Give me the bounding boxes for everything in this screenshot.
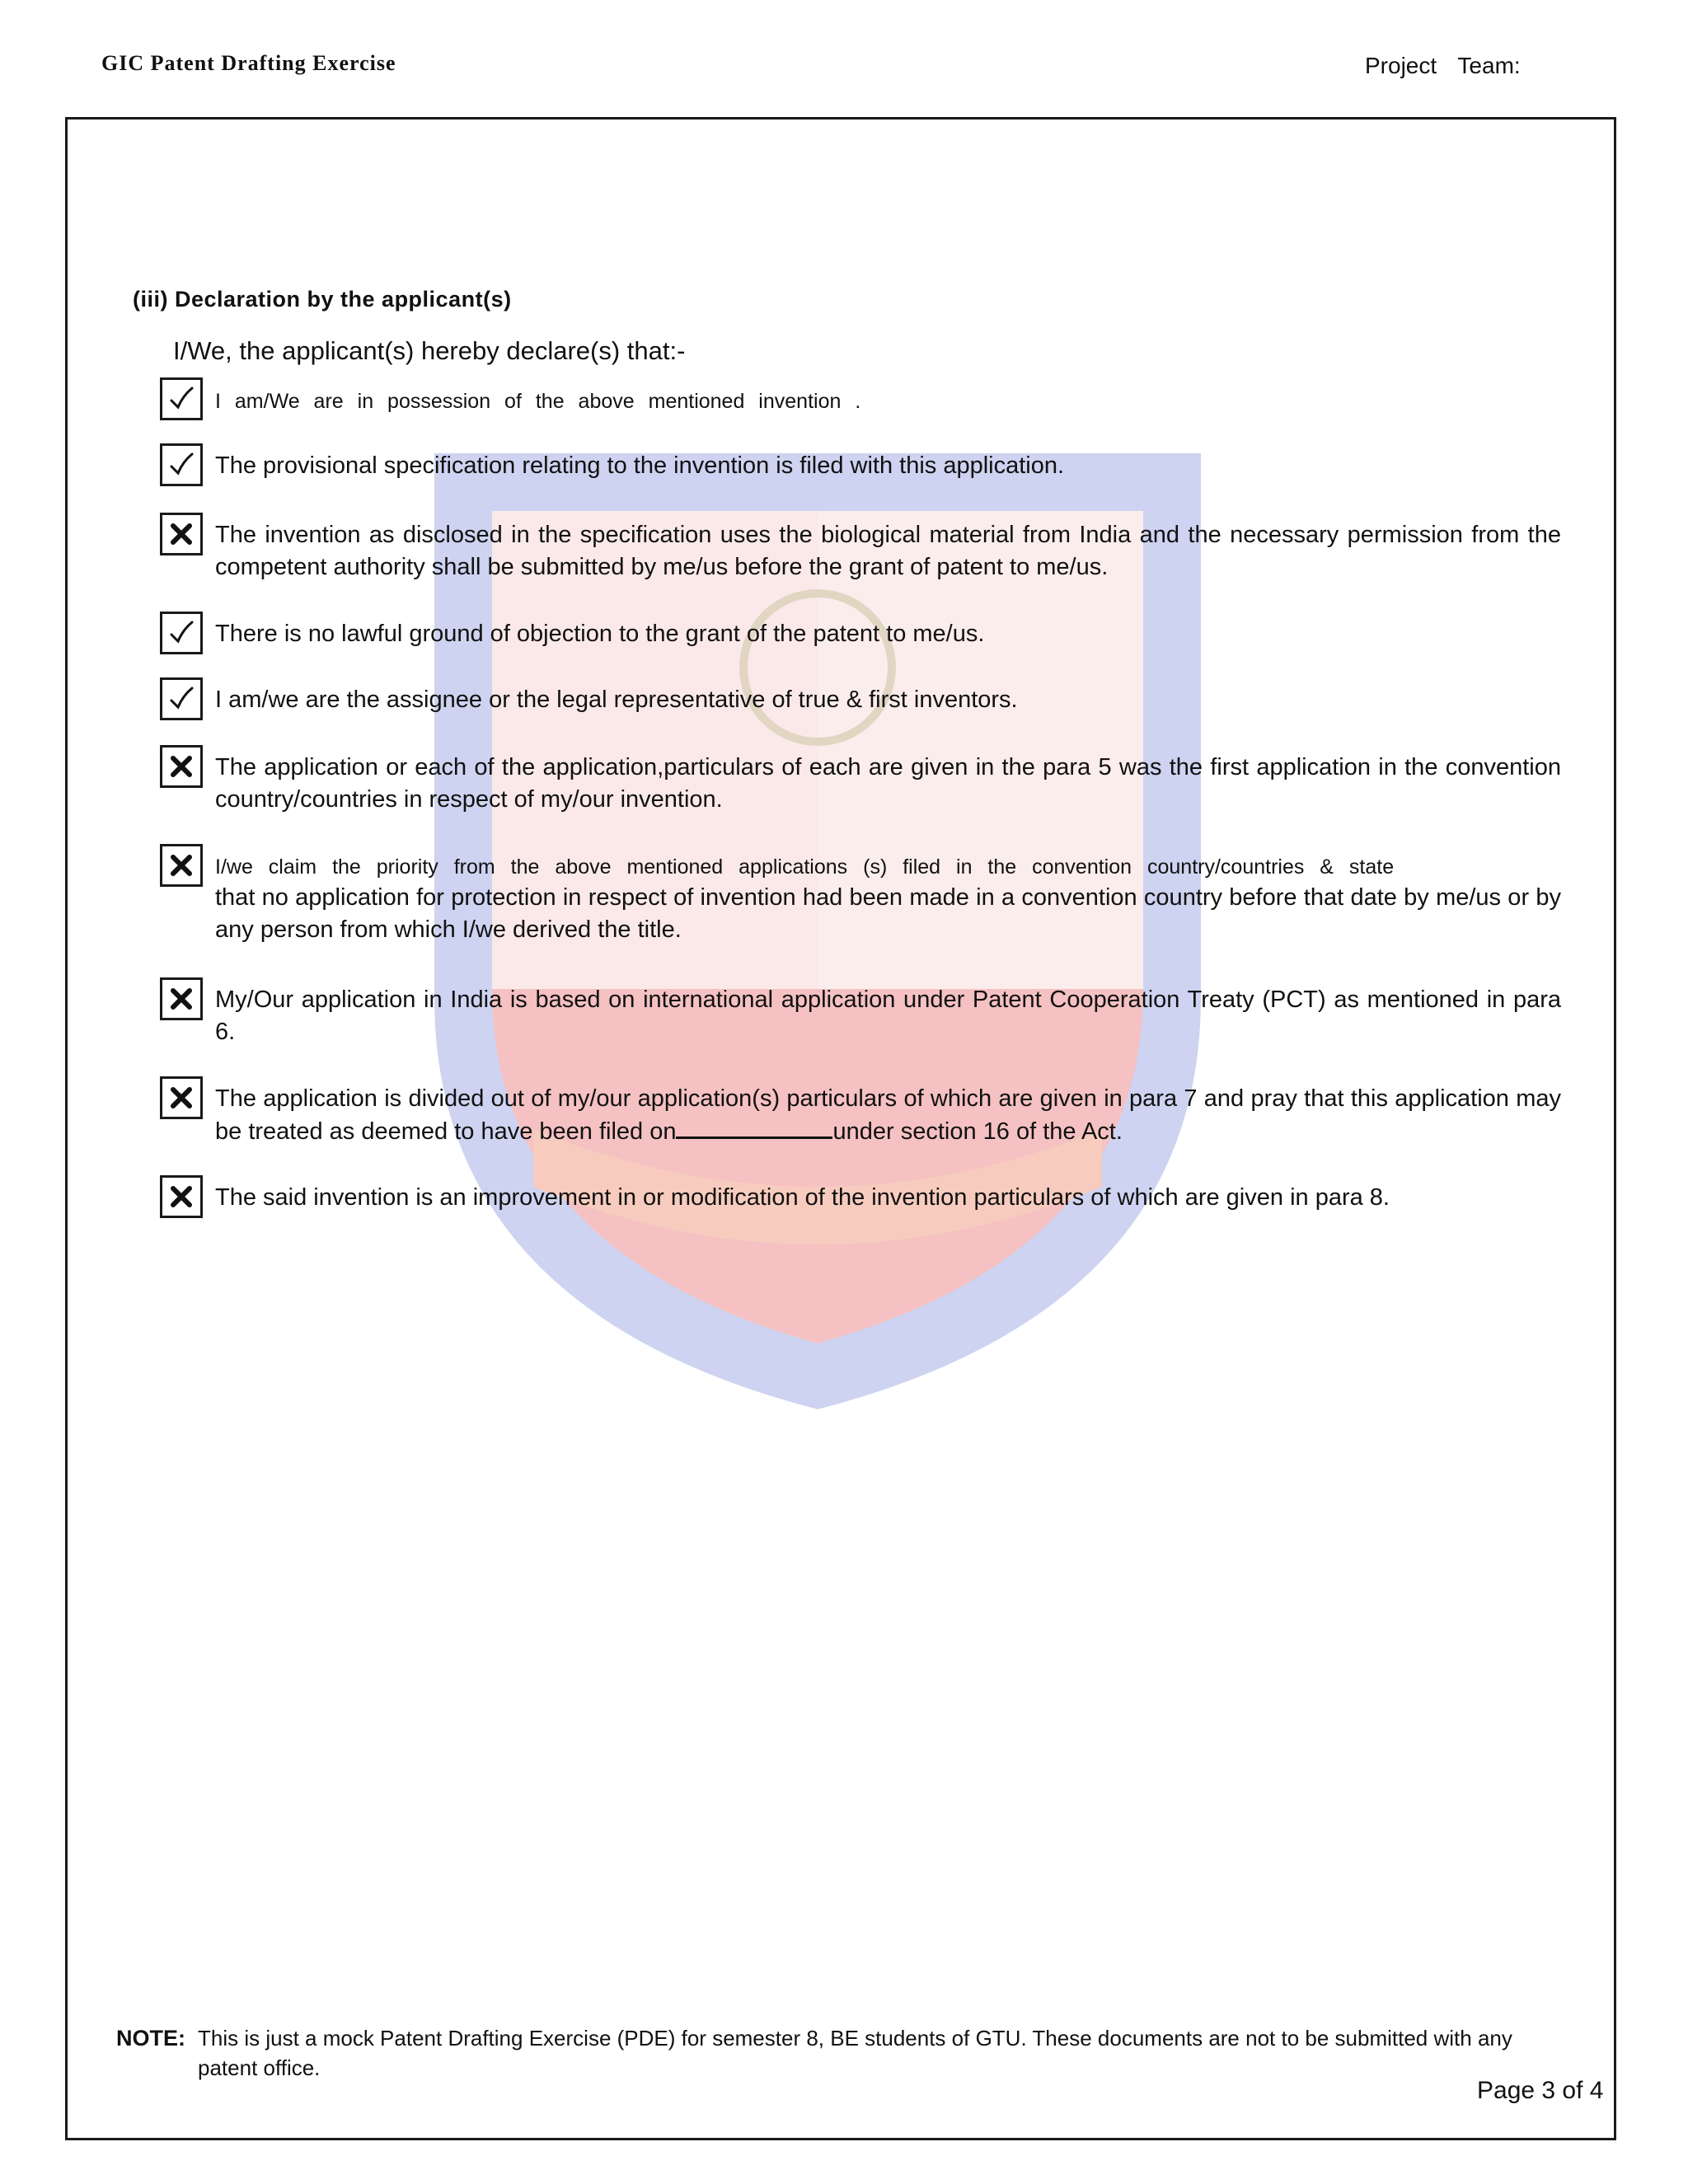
declaration-checkbox[interactable] (160, 745, 203, 788)
header-title: GIC Patent Drafting Exercise (101, 51, 396, 75)
date-blank-field[interactable] (676, 1115, 832, 1139)
declaration-text-line1: I/we claim the priority from the above mentioned applications (s) filed in the convention country/countries & state (215, 855, 1395, 879)
section-heading: (iii) Declaration by the applicant(s) (133, 287, 512, 312)
declaration-checkbox[interactable] (160, 443, 203, 486)
declaration-text (215, 852, 1561, 946)
page-number: Page 3 of 4 (1477, 2077, 1604, 2104)
declaration-text: I am/We are in possession of the above mentioned invention . (215, 390, 861, 413)
declaration-intro: I/We, the applicant(s) hereby declare(s) that:- (173, 336, 686, 365)
declaration-checkbox[interactable] (160, 844, 203, 887)
declaration-text: I am/we are the assignee or the legal representative of true & first inventors. (215, 687, 1018, 713)
declaration-checkbox[interactable] (160, 612, 203, 654)
note-label: NOTE: (116, 2026, 185, 2050)
declaration-text-before: The application is divided out of my/our application(s) particulars of which are given in para 7 and pray that this application may be treated as deemed to have been filed on (215, 1085, 1561, 1145)
declaration-text: The invention as disclosed in the specification uses the biological material from India and the necessary permission from the competent authority shall be submitted by me/us before the grant of patent to me/us. (215, 522, 1561, 580)
checkmark-icon (168, 386, 195, 412)
declaration-checkbox[interactable] (160, 677, 203, 720)
cross-icon (168, 1183, 195, 1210)
declaration-checkbox[interactable] (160, 377, 203, 420)
declaration-text: There is no lawful ground of objection to the grant of the patent to me/us. (215, 621, 985, 647)
declaration-text-line2: that no application for protection in respect of invention had been made in a convention country before that date by me/us or by any person from which I/we derived the title. (215, 884, 1561, 943)
declaration-text: The said invention is an improvement in or modification of the invention particulars of which are given in para 8. (215, 1184, 1390, 1211)
declaration-checkbox[interactable] (160, 513, 203, 555)
declaration-checkbox[interactable] (160, 977, 203, 1020)
cross-icon (168, 1085, 195, 1111)
cross-icon (168, 852, 195, 879)
declaration-text (215, 1083, 1561, 1148)
cross-icon (168, 753, 195, 780)
checkmark-icon (168, 686, 195, 712)
declaration-checkbox[interactable] (160, 1076, 203, 1119)
declaration-text: The application or each of the application,particulars of each are given in the para 5 was the first application in the convention country/countries in respect of my/our invention. (215, 754, 1561, 813)
checkmark-icon (168, 452, 195, 478)
declaration-checkbox[interactable] (160, 1175, 203, 1218)
declaration-text: My/Our application in India is based on international application under Patent Cooperation Treaty (PCT) as mentioned in para 6. (215, 987, 1561, 1045)
project-team-label: Project Team: (1365, 53, 1521, 78)
cross-icon (168, 986, 195, 1012)
cross-icon (168, 521, 195, 547)
declaration-text-after: under section 16 of the Act. (832, 1118, 1123, 1145)
note-text: This is just a mock Patent Drafting Exercise (PDE) for semester 8, BE students of GTU. These documents are not to be submitted with any patent office. (198, 2026, 1512, 2080)
declaration-text: The provisional specification relating to the invention is filed with this application. (215, 452, 1065, 479)
checkmark-icon (168, 620, 195, 646)
